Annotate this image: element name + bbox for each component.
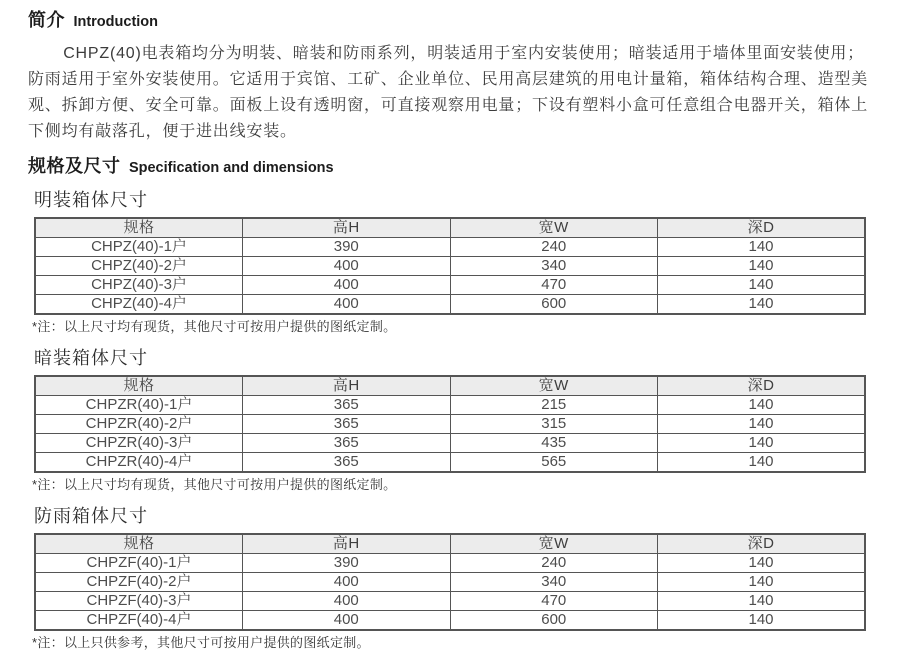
- cell-spec: CHPZF(40)-3户: [35, 592, 243, 611]
- cell-depth: 140: [658, 573, 866, 592]
- cell-height: 400: [243, 257, 451, 276]
- table-row: [35, 257, 865, 276]
- cell-height: 365: [243, 453, 451, 473]
- cell-depth: 140: [658, 257, 866, 276]
- cell-width: 600: [450, 611, 658, 631]
- spec-heading-zh: 规格及尺寸: [28, 156, 121, 176]
- cell-depth: 140: [658, 434, 866, 453]
- cell-height: 390: [243, 554, 451, 573]
- spec-heading: [28, 154, 882, 180]
- cell-depth: 140: [658, 295, 866, 315]
- cell-depth: 140: [658, 238, 866, 257]
- flush-mounted-footnote: *注：以上尺寸均有现货，其他尺寸可按用户提供的图纸定制。: [32, 477, 397, 492]
- cell-depth: 140: [658, 415, 866, 434]
- cell-spec: CHPZ(40)-2户: [35, 257, 243, 276]
- cell-height: 400: [243, 611, 451, 631]
- cell-width: 315: [450, 415, 658, 434]
- cell-depth: 140: [658, 453, 866, 473]
- rainproof-footnote: *注：以上只供参考，其他尺寸可按用户提供的图纸定制。: [32, 635, 370, 650]
- cell-depth: 140: [658, 276, 866, 295]
- intro-line: 下侧均有敲落孔，便于进出线安装。: [28, 123, 297, 140]
- column-header-width: 宽W: [450, 218, 658, 238]
- table-row: [35, 453, 865, 473]
- table-row: [35, 592, 865, 611]
- cell-width: 565: [450, 453, 658, 473]
- intro-line: 防雨适用于室外安装使用。它适用于宾馆、工矿、企业单位、民用高层建筑的用电计量箱，箱体结构合理、造型美: [28, 71, 869, 88]
- cell-width: 340: [450, 573, 658, 592]
- cell-height: 400: [243, 276, 451, 295]
- column-header-spec: 规格: [35, 218, 243, 238]
- cell-depth: 140: [658, 592, 866, 611]
- rainproof-dimensions-table: [34, 533, 866, 631]
- cell-height: 400: [243, 573, 451, 592]
- cell-width: 240: [450, 554, 658, 573]
- cell-width: 470: [450, 592, 658, 611]
- table-row: [35, 415, 865, 434]
- table-row: [35, 573, 865, 592]
- column-header-width: 宽W: [450, 534, 658, 554]
- surface-mounted-subtitle: 明装箱体尺寸: [34, 190, 148, 210]
- cell-spec: CHPZR(40)-4户: [35, 453, 243, 473]
- cell-width: 240: [450, 238, 658, 257]
- column-header-height: 高H: [243, 376, 451, 396]
- cell-depth: 140: [658, 396, 866, 415]
- cell-width: 470: [450, 276, 658, 295]
- table-row: [35, 238, 865, 257]
- intro-heading-zh: 简介: [28, 10, 65, 30]
- cell-spec: CHPZR(40)-2户: [35, 415, 243, 434]
- cell-height: 365: [243, 415, 451, 434]
- spec-heading-en: Specification and dimensions: [128, 160, 334, 176]
- cell-height: 390: [243, 238, 451, 257]
- intro-heading: [28, 8, 882, 34]
- cell-width: 215: [450, 396, 658, 415]
- intro-line: CHPZ(40)电表箱均分为明装、暗装和防雨系列，明装适用于室内安装使用；暗装适用于墙体里面安装使用；: [63, 45, 864, 62]
- flush-mounted-subtitle: 暗装箱体尺寸: [34, 348, 148, 368]
- cell-depth: 140: [658, 611, 866, 631]
- cell-height: 365: [243, 434, 451, 453]
- cell-height: 400: [243, 295, 451, 315]
- table-row: [35, 396, 865, 415]
- column-header-spec: 规格: [35, 376, 243, 396]
- intro-line: 观、拆卸方便、安全可靠。面板上设有透明窗，可直接观察用电量；下设有塑料小盒可任意组合电器开关，箱体上: [28, 97, 869, 114]
- cell-width: 340: [450, 257, 658, 276]
- cell-height: 400: [243, 592, 451, 611]
- column-header-spec: 规格: [35, 534, 243, 554]
- cell-spec: CHPZF(40)-4户: [35, 611, 243, 631]
- cell-spec: CHPZR(40)-1户: [35, 396, 243, 415]
- column-header-width: 宽W: [450, 376, 658, 396]
- cell-spec: CHPZ(40)-3户: [35, 276, 243, 295]
- table-header-row: [35, 218, 865, 238]
- table-row: [35, 295, 865, 315]
- intro-heading-en: Introduction: [73, 14, 159, 30]
- table-header-row: [35, 534, 865, 554]
- table-row: [35, 611, 865, 631]
- cell-spec: CHPZR(40)-3户: [35, 434, 243, 453]
- column-header-height: 高H: [243, 534, 451, 554]
- table-row: [35, 276, 865, 295]
- column-header-depth: 深D: [658, 534, 866, 554]
- column-header-depth: 深D: [658, 218, 866, 238]
- surface-mounted-dimensions-table: [34, 217, 866, 315]
- cell-width: 435: [450, 434, 658, 453]
- flush-mounted-dimensions-table: [34, 375, 866, 473]
- table-row: [35, 554, 865, 573]
- column-header-depth: 深D: [658, 376, 866, 396]
- cell-spec: CHPZF(40)-1户: [35, 554, 243, 573]
- table-row: [35, 434, 865, 453]
- intro-paragraph: [28, 41, 882, 145]
- cell-width: 600: [450, 295, 658, 315]
- cell-height: 365: [243, 396, 451, 415]
- rainproof-subtitle: 防雨箱体尺寸: [34, 506, 148, 526]
- table-header-row: [35, 376, 865, 396]
- surface-mounted-footnote: *注：以上尺寸均有现货，其他尺寸可按用户提供的图纸定制。: [32, 319, 397, 334]
- cell-spec: CHPZ(40)-4户: [35, 295, 243, 315]
- cell-spec: CHPZ(40)-1户: [35, 238, 243, 257]
- cell-depth: 140: [658, 554, 866, 573]
- cell-spec: CHPZF(40)-2户: [35, 573, 243, 592]
- column-header-height: 高H: [243, 218, 451, 238]
